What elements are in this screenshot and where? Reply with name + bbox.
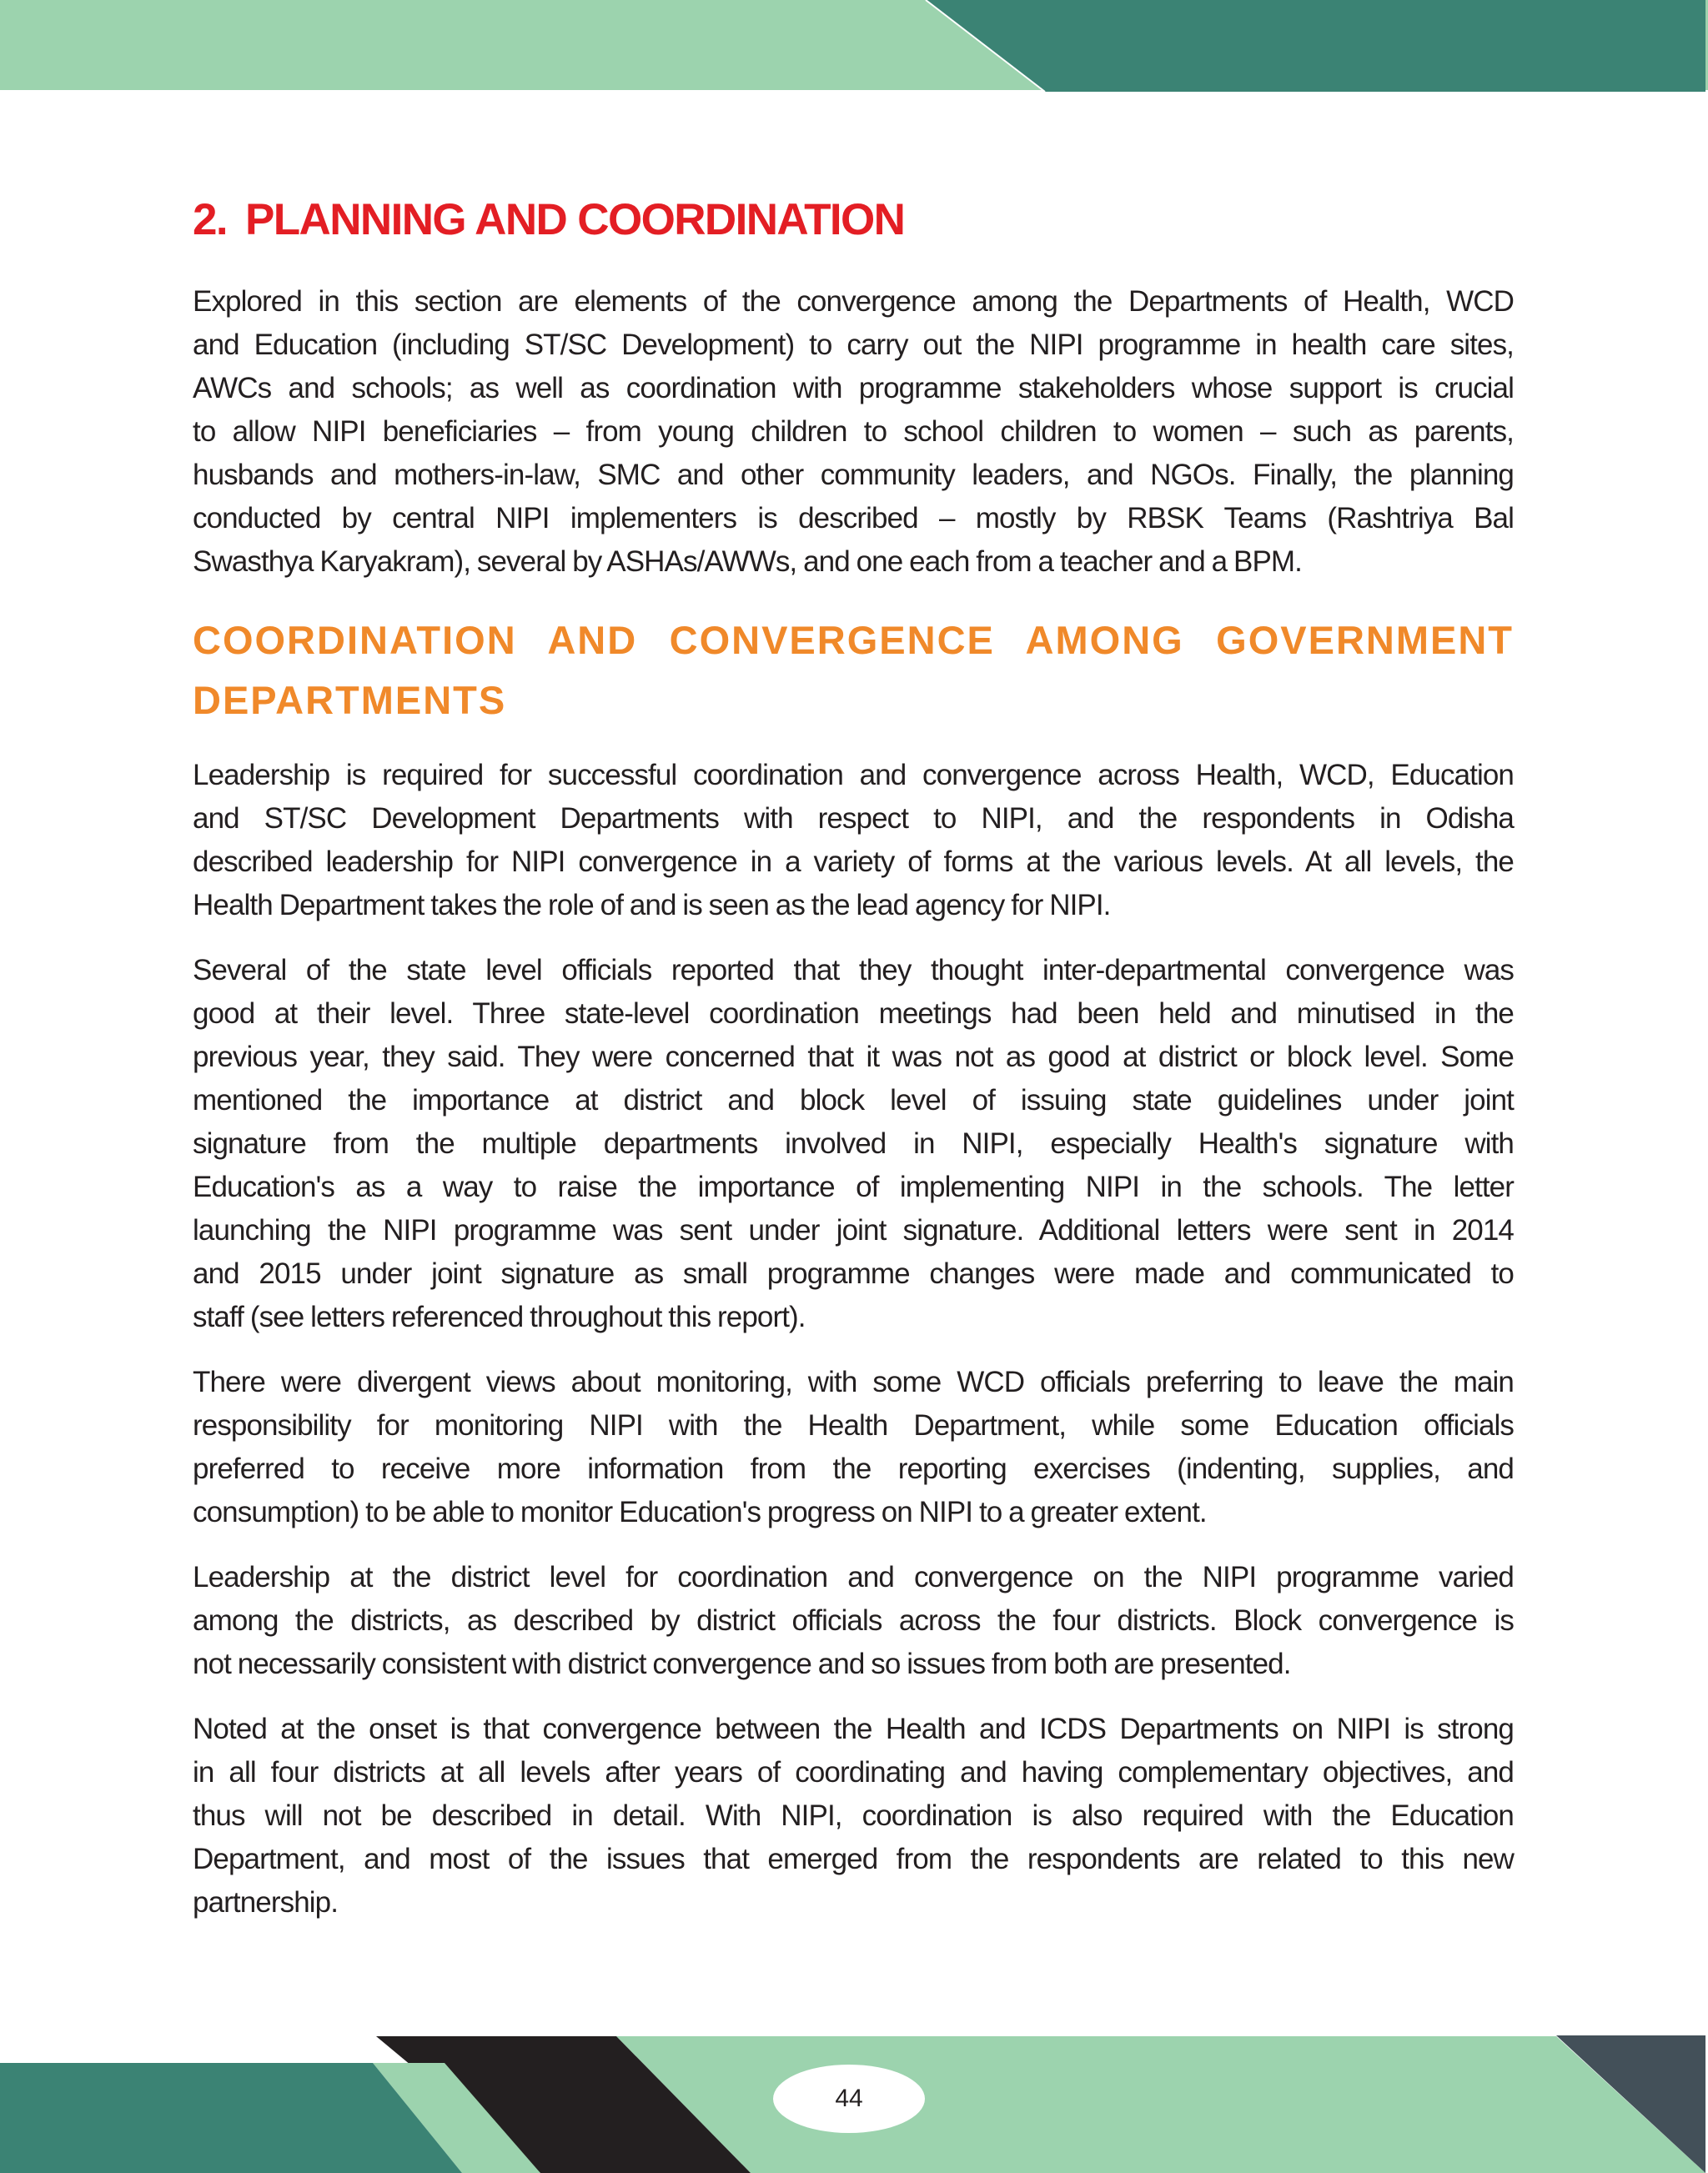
- text-line: signature from the multiple departments involved in NIPI, especially Health's signature with: [193, 1127, 1514, 1160]
- chapter-title: [193, 193, 904, 247]
- text-line: Health Department takes the role of and is seen as the lead agency for NIPI.: [193, 889, 1111, 921]
- text-line: responsibility for monitoring NIPI with the Health Department, while some Education officials: [193, 1409, 1514, 1442]
- text-line: conducted by central NIPI implementers is described – mostly by RBSK Teams (Rashtriya Bal: [193, 502, 1514, 534]
- text-line: thus will not be described in detail. With NIPI, coordination is also required with the Education: [193, 1799, 1514, 1832]
- intro-paragraph: [193, 280, 1514, 584]
- text-line: previous year, they said. They were concerned that it was not as good at district or block level. Some: [193, 1041, 1514, 1073]
- text-line: and 2015 under joint signature as small programme changes were made and communicated to: [193, 1257, 1514, 1290]
- text-line: among the districts, as described by district officials across the four districts. Block convergence is: [193, 1604, 1514, 1637]
- text-line: Noted at the onset is that convergence between the Health and ICDS Departments on NIPI is strong: [193, 1713, 1514, 1745]
- paragraph-district-leadership: [193, 1556, 1514, 1686]
- text-line: Leadership is required for successful coordination and convergence across Health, WCD, Education: [193, 759, 1514, 791]
- paragraph-monitoring: [193, 1361, 1514, 1534]
- chapter-title-text: PLANNING AND COORDINATION: [245, 195, 905, 244]
- header-dark-teal-shape: [926, 0, 1705, 92]
- text-line: Several of the state level officials reported that they thought inter-departmental convergence was: [193, 954, 1514, 986]
- text-line: AWCs and schools; as well as coordination with programme stakeholders whose support is crucial: [193, 372, 1514, 404]
- text-line: launching the NIPI programme was sent under joint signature. Additional letters were sent in 2014: [193, 1214, 1514, 1247]
- text-line: husbands and mothers-in-law, SMC and other community leaders, and NGOs. Finally, the planning: [193, 459, 1514, 491]
- text-line: preferred to receive more information from the reporting exercises (indenting, supplies, and: [193, 1453, 1514, 1485]
- section-heading-line: DEPARTMENTS: [193, 678, 507, 722]
- text-line: consumption) to be able to monitor Education's progress on NIPI to a greater extent.: [193, 1496, 1207, 1528]
- paragraph-state-officials: [193, 949, 1514, 1339]
- text-line: Department, and most of the issues that emerged from the respondents are related to this new: [193, 1843, 1514, 1875]
- text-line: Swasthya Karyakram), several by ASHAs/AWWs, and one each from a teacher and a BPM.: [193, 545, 1302, 578]
- text-line: in all four districts at all levels after years of coordinating and having complementary objectives, and: [193, 1756, 1514, 1789]
- page-number-badge: [773, 2065, 925, 2133]
- text-line: staff (see letters referenced throughout this report).: [193, 1301, 806, 1333]
- paragraph-leadership: [193, 754, 1514, 927]
- page-number: 44: [835, 2085, 863, 2112]
- text-line: Explored in this section are elements of the convergence among the Departments of Health, WCD: [193, 285, 1514, 318]
- text-line: and ST/SC Development Departments with respect to NIPI, and the respondents in Odisha: [193, 802, 1514, 835]
- text-line: described leadership for NIPI convergence in a variety of forms at the various levels. At all levels, the: [193, 846, 1514, 878]
- section-heading: [193, 615, 1514, 735]
- section-heading-line: COORDINATION AND CONVERGENCE AMONG GOVERNMENT: [193, 618, 1514, 662]
- text-line: There were divergent views about monitoring, with some WCD officials preferring to leave the main: [193, 1366, 1514, 1398]
- text-line: not necessarily consistent with district convergence and so issues from both are presented.: [193, 1648, 1291, 1680]
- text-line: to allow NIPI beneficiaries – from young children to school children to women – such as parents,: [193, 415, 1514, 448]
- text-line: good at their level. Three state-level coordination meetings had been held and minutised in the: [193, 997, 1514, 1030]
- text-line: Leadership at the district level for coordination and convergence on the NIPI programme varied: [193, 1561, 1514, 1593]
- text-line: mentioned the importance at district and block level of issuing state guidelines under joint: [193, 1084, 1514, 1117]
- text-line: partnership.: [193, 1886, 339, 1919]
- paragraph-icds-convergence: [193, 1708, 1514, 1925]
- text-line: and Education (including ST/SC Development) to carry out the NIPI programme in health care sites,: [193, 329, 1514, 361]
- header-decorative-band: [0, 0, 1708, 93]
- chapter-number: 2.: [193, 195, 228, 244]
- text-line: Education's as a way to raise the importance of implementing NIPI in the schools. The letter: [193, 1171, 1514, 1203]
